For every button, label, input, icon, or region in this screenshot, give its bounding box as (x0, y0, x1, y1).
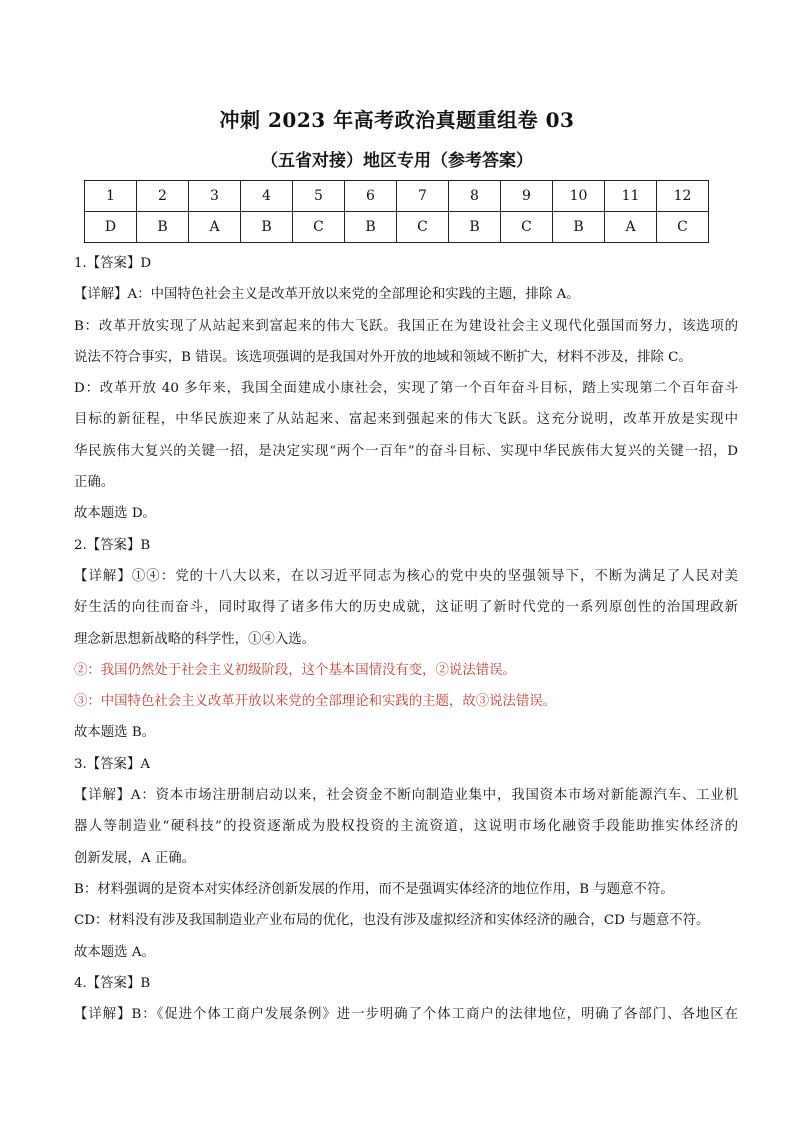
text-line: 理念新思想新战略的科学性，①④入选。 (74, 631, 316, 647)
question-number-cell: 10 (553, 181, 605, 212)
answer-cell: B (241, 212, 293, 243)
text-line: 正确。 (74, 475, 115, 491)
question-number-cell: 6 (345, 181, 397, 212)
text-line: 目标的新征程，中华民族迎来了从站起来、富起来到强起来的伟大飞跃。这充分说明，改革开放是实现中 (74, 412, 738, 428)
answer-cell: B (345, 212, 397, 243)
question-number-cell: 8 (449, 181, 501, 212)
answer-cell: A (189, 212, 241, 243)
answer-table (84, 180, 709, 243)
text-line: D：改革开放 40 多年来，我国全面建成小康社会，实现了第一个百年奋斗目标，踏上实现第二个百年奋斗 (74, 381, 738, 397)
question-number-cell: 11 (605, 181, 657, 212)
text-line: 故本题选 D。 (74, 506, 156, 522)
question-number-cell: 5 (293, 181, 345, 212)
text-line: 华民族伟大复兴的关键一招，是决定实现“两个一百年”的奋斗目标、实现中华民族伟大复兴的关键一招，D (74, 443, 738, 459)
answer-cell: C (657, 212, 709, 243)
text-line: 故本题选 B。 (74, 725, 156, 741)
answer-cell: B (553, 212, 605, 243)
text-line: 说法不符合事实，B 错误。该选项强调的是我国对外开放的地域和领域不断扩大，材料不涉及，排除 C。 (74, 349, 692, 365)
answer-table-number-row (85, 181, 709, 212)
text-line: 【详解】A：中国特色社会主义是改革开放以来党的全部理论和实践的主题，排除 A。 (74, 287, 580, 303)
document-title: 冲刺 2023 年高考政治真题重组卷 03 (219, 108, 575, 132)
question-number-cell: 12 (657, 181, 709, 212)
text-line: 2.【答案】B (74, 537, 151, 553)
text-line: 【详解】B：《促进个体工商户发展条例》进一步明确了个体工商户的法律地位，明确了各部门、各地区在 (74, 1007, 738, 1023)
answer-cell: C (397, 212, 449, 243)
text-line: 创新发展，A 正确。 (74, 850, 196, 866)
question-number-cell: 9 (501, 181, 553, 212)
answer-cell: A (605, 212, 657, 243)
answer-cell: D (85, 212, 137, 243)
question-number-cell: 4 (241, 181, 293, 212)
text-line: 好生活的向往而奋斗，同时取得了诸多伟大的历史成就，这证明了新时代党的一系列原创性的治国理政新 (74, 600, 738, 616)
text-line: 器人等制造业“硬科技”的投资逐渐成为股权投资的主流资道，这说明市场化融资手段能助推实体经济的 (74, 819, 738, 835)
text-line: ③：中国特色社会主义改革开放以来党的全部理论和实践的主题，故③说法错误。 (74, 694, 557, 710)
text-line: 4.【答案】B (74, 975, 151, 991)
text-line: 1.【答案】D (74, 256, 152, 271)
text-line: ②：我国仍然处于社会主义初级阶段，这个基本国情没有变，②说法错误。 (74, 662, 516, 678)
text-line: 【详解】A：资本市场注册制启动以来，社会资金不断向制造业集中，我国资本市场对新能源汽车、工业机 (74, 788, 738, 804)
answer-cell: C (501, 212, 553, 243)
question-number-cell: 3 (189, 181, 241, 212)
answer-cell: B (449, 212, 501, 243)
text-line: B：材料强调的是资本对实体经济创新发展的作用，而不是强调实体经济的地位作用，B 与题意不符。 (74, 881, 674, 897)
question-number-cell: 7 (397, 181, 449, 212)
text-line: CD：材料没有涉及我国制造业产业布局的优化，也没有涉及虚拟经济和实体经济的融合，CD 与题意不符。 (74, 913, 710, 929)
text-line: B：改革开放实现了从站起来到富起来的伟大飞跃。我国正在为建设社会主义现代化强国而努力，该选项的 (74, 318, 738, 334)
question-number-cell: 2 (137, 181, 189, 212)
answer-cell: B (137, 212, 189, 243)
document-subtitle: （五省对接）地区专用（参考答案） (261, 151, 533, 171)
explanation-body (74, 248, 738, 1030)
question-number-cell: 1 (85, 181, 137, 212)
text-line: 3.【答案】A (74, 756, 151, 772)
answer-cell: C (293, 212, 345, 243)
text-line: 【详解】①④：党的十八大以来，在以习近平同志为核心的党中央的坚强领导下，不断为满足了人民对美 (74, 568, 738, 584)
text-line: 故本题选 A。 (74, 944, 155, 960)
answer-table-answer-row (85, 212, 709, 243)
